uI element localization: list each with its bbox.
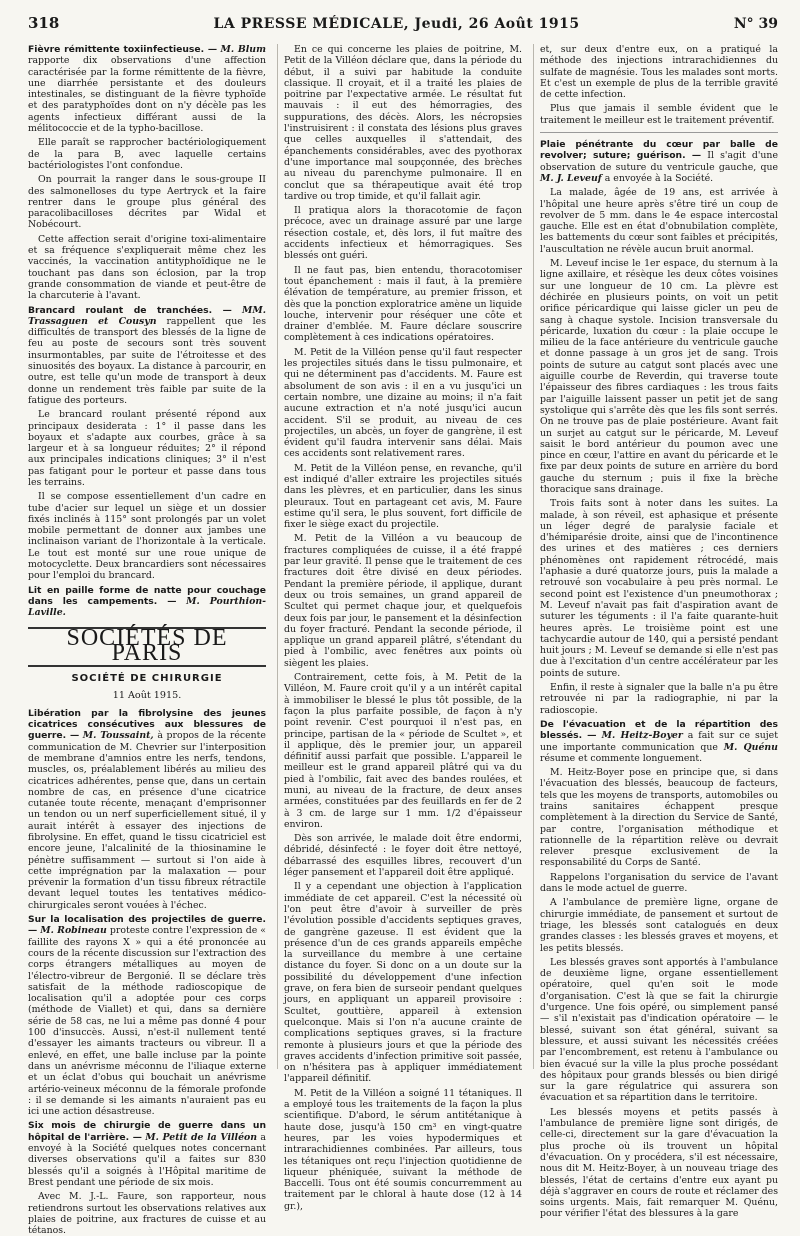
article-author: MM. Trassaguen et Cousyn (28, 304, 266, 327)
paragraph: Il s'agit d'une observation de suture du ventricule gauche, que (540, 150, 778, 173)
article-evacuation (540, 719, 778, 764)
article-author: M. Robineau (40, 925, 107, 937)
column-2 (277, 44, 522, 1212)
issue-number: N° 39 (733, 16, 778, 32)
paragraph: Il se compose essentiellement d'un cadre en tube d'acier sur lequel un siège et un dossier fixés inclinés à 115° sont prolongés par un volet mobile permettant de donner aux jambes une inclinaison variant de l'horizontale à la verticale. Le tout est monté sur une roue unique de motocyclette. Deux brancardiers sont nécessaires pour l'emploi du brancard. (28, 491, 266, 582)
paragraph: Cette affection serait d'origine toxi-alimentaire et sa fréquence s'expliquerait même chez les vaccinés, la vaccination antityphoïdique ne le touchant pas dans son éclosion, par la trop grande consommation de viande et peut-être de la charcuterie à l'avant. (28, 233, 266, 302)
paragraph: Il y a cependant une objection à l'application immédiate de cet appareil. C'est la nécessité où l'on peut être d'avoir à surveiller de près l'évolution possible d'accidents septiques graves, de gangrène gazeuse. Il est évident que la présence d'un de ces grands appareils empêche la surveillance du membre à une certaine distance du foyer. Si donc on a un doute sur la possibilité du développement d'une infection grave, on fera bien de surseoir pendant quelques jours, en appliquant un appareil provisoire : Scultet, gouttière, appareil à extension quelconque. Mais si l'on n'a aucune crainte de complications septiques graves, si la fracture remonte à plusieurs jours et que la période des graves accidents d'infection primitive soit passée, on n'hésitera pas à appliquer immédiatement l'appareil définitif. (284, 881, 522, 1085)
article-author: M. Blum (220, 44, 266, 55)
paragraph: A l'ambulance de première ligne, organe de chirurgie immédiate, de pansement et surtout de triage, les blessés sont catalogués en deux grandes classes : les blessés graves et moyens, et les petits blessés. (540, 897, 778, 954)
article-title: Brancard roulant de tranchées. — (28, 304, 232, 316)
paragraph: proteste contre l'expression de « faillite des rayons X » qui a été prononcée au cours de la récente discussion sur l'extraction des corps étrangers métalliques au moyen de l'électro-vibreur de Bergonié. Il se déclare très satisfait de la méthode radioscopique de localisation qu'il a adoptée pour ces corps (méthode de Viallet) et qui, dans sa dernière série de 58 cas, ne lui a même pas donné 4 pour 100 d'insuccès. Aussi, n'est-il nullement tenté d'essayer les aimants tracteurs ou vibreur. Il a enlevé, en effet, une balle incluse par la pointe dans un anévrisme méconnu de l'iliaque externe et un éclat d'obus qui bouchait un anévrisme artério-veineux méconnu de la fémorale profonde : il se demande si les aimants n'auraient pas eu ici une action désastreuse. (28, 925, 266, 1118)
paragraph: résume et commente longuement. (540, 752, 703, 764)
paragraph: M. Petit de la Villéon pense qu'il faut respecter les projectiles situés dans le tissu pulmonaire, et qui ne déterminent pas d'accidents. M. Faure est absolument de son avis : il en a vu jusqu'ici un certain nombre, une dizaine au moins; il n'a fait aucune extraction et n'a noté jusqu'ici aucun accident. S'il se produit, au niveau de ces projectiles, un abcès, un foyer de gangrène, il est évident qu'il faudra intervenir sans délai. Mais ces accidents sont relativement rares. (284, 346, 522, 460)
article-title: Sur la localisation des projectiles de guerre. — (28, 914, 266, 937)
masthead (214, 16, 580, 32)
paragraph: M. Petit de la Villéon a vu beaucoup de fractures compliquées de cuisse, il a été frappé par leur gravité. Il pense que le traitement de ces fractures doit être divisé en deux périodes. Pendant la première période, il applique, durant deux ou trois semaines, un grand appareil de Scultet qui permet chaque jour, et quelquefois deux fois par jour, le pansement et la désinfection du foyer fracturé. Pendant la seconde période, il applique un grand appareil plâtré, s'étendant du pied à l'ombilic, avec fenêtres aux points où siègent les plaies. (284, 533, 522, 669)
article-fievre (28, 44, 266, 134)
article-fibrolysine (28, 708, 266, 911)
article-author: — M. Heitz-Boyer (587, 730, 683, 742)
paragraph: M. Heitz-Boyer pose en principe que, si dans l'évacuation des blessés, beaucoup de facteurs, tels que les moyens de transports, automobiles ou trains sanitaires échappent presque complètement à la direction du Service de Santé, par contre, l'organisation méthodique et rationnelle de la répartition relève ou devrait relever presque exclusivement de la responsabilité du Corps de Santé. (540, 767, 778, 869)
paragraph: Elle paraît se rapprocher bactériologiquement de la para B, avec laquelle certains bactériologistes l'ont confondue. (28, 137, 266, 171)
paragraph: On pourrait la ranger dans le sous-groupe II des salmonelloses du type Aertryck et la faire rentrer dans le groupe plus général des paracolibacilloses décrites par Widal et Nobécourt. (28, 174, 266, 231)
article-author: M. Quénu (723, 741, 778, 753)
paragraph: La malade, âgée de 19 ans, est arrivée à l'hôpital une heure après s'être tiré un coup de revolver de 5 mm. dans le 4e espace intercostal gauche. Elle est en état d'obnubilation complète, les battements du cœur sont faibles et précipités, l'auscultation ne révèle aucun bruit anormal. (540, 187, 778, 255)
paragraph: Les blessés moyens et petits passés à l'ambulance de première ligne sont dirigés, de celle-ci, directement sur la gare d'évacuation la plus proche où ils trouvent un hôpital d'évacuation. On y procédera, s'il est nécessaire, nous dit M. Heitz-Boyer, à un nouveau triage des blessés, l'état de certains d'entre eux ayant pu déjà s'aggraver en cours de route et réclamer des soins urgents. Mais, fait remarquer M. Quénu, pour vérifier l'état des blessures à la gare (540, 1106, 778, 1220)
society-heading: SOCIÉTÉ DE CHIRURGIE (71, 673, 223, 685)
paragraph: rapporte dix observations d'une affection caractérisée par la forme rémittente de la fièvre, une diarrhée persistante et des douleurs intestinales, se distinguant de la fièvre typhoïde et des paratyphoïdes dont on n'y décèle pas les agents infectieux différant aussi de la mélitococcie et de la typho-bacillose. (28, 55, 266, 135)
paragraph: Contrairement, cette fois, à M. Petit de la Villéon, M. Faure croit qu'il y a un intérêt capital à immobiliser le blessé le plus tôt possible, de la façon la plus parfaite possible, de façon à n'y point revenir. C'est pourquoi il n'est pas, en principe, partisan de la « période de Scultet », et il applique, dès le premier jour, un appareil définitif aussi parfait que possible. L'appareil le meilleur est le grand appareil plâtré qui va du pied à l'ombilic, fait avec des bandes roulées, et muni, au niveau de la fracture, de deux anses armées, constituées par des feuillards en fer de 2 à 3 cm. de large sur 1 mm. 1/2 d'épaisseur environ. (284, 672, 522, 830)
text-columns (28, 44, 778, 1236)
article-author: M. Pourthion-Laville. (28, 595, 266, 619)
paragraph: a fait sur ce sujet une importante communication que (540, 730, 778, 753)
paragraph: En ce qui concerne les plaies de poitrine, M. Petit de la Villéon déclare que, dans la période du début, il a suivi par habitude la conduite classique. Il croyait, et il a traité les plaies de poitrine par l'expectative armée. Le résultat fut mauvais : il eut des hémorragies, des suppurations, des décès. Alors, les nécropsies l'instruisirent : il constata des lésions plus graves que celles auxquelles il s'attendait, des épanchements considérables, avec des pyothorax d'une importance mal soupçonnée, des brèches au niveau du parenchyme pulmonaire. Il en conclut que sa thérapeutique avait été trop tardive ou trop timide, et qu'il fallait agir. (284, 44, 522, 202)
column-1 (28, 44, 266, 1236)
article-title: Libération par la fibrolysine des jeunes cicatrices consécutives aux blessures de guerre. — (28, 707, 266, 742)
paragraph: a envoyée à la Société. (604, 172, 714, 184)
paragraph: Enfin, il reste à signaler que la balle n'a pu être retrouvée ni par la radiographie, ni par la radioscopie. (540, 682, 778, 716)
paragraph: M. Petit de la Villéon a soigné 11 tétaniques. Il a employé tous les traitements de la façon la plus scientifique. D'abord, le sérum antitétanique à haute dose, jusqu'à 150 cm³ en vingt-quatre heures, par les voies hypodermiques et intrarachidiennes combinées. Par ailleurs, tous les tétaniques ont reçu l'injection quotidienne de liqueur phéniquée, suivant la méthode de Baccelli. Tous ont été soumis concurremment au traitement par le chloral à haute dose (12 à 14 gr.), (284, 1087, 522, 1212)
article-six-mois (28, 1120, 266, 1188)
paragraph: Rappelons l'organisation du service de l'avant dans le mode actuel de guerre. (540, 871, 778, 895)
journal-name: LA PRESSE MÉDICALE, (213, 16, 410, 32)
article-plaie-coeur (540, 139, 778, 184)
paragraph: M. Leveuf incise le 1er espace, du sternum à la ligne axillaire, et résèque les deux côtes voisines sur une longueur de 10 cm. La plèvre est déchirée en plusieurs points, on voit un petit orifice péricardique qui laisse gicler un peu de sang à chaque systole. Incision transversale du péricarde, luxation du cœur : la plaie occupe le milieu de la face antérieure du ventricule gauche et donne passage à un gros jet de sang. Trois points de suture au catgut sont placés avec une aiguille courbe de Reverdin, qui traverse toute l'épaisseur des fibres cardiaques : les trous faits par l'aiguille laissent passer un petit jet de sang systolique qui s'arrête dès que les fils sont serrés. On ne trouve pas de plaie postérieure. Avant fait un surjet au catgut sur le péricarde, M. Leveuf saisit le bord antérieur du poumon avec une pince en cœur, l'attire en avant du péricarde et le fixe par deux points de suture en arrière du bord gauche du sternum ; puis il fixe la brèche thoracique sans drainage. (540, 258, 778, 495)
paragraph: Trois faits sont à noter dans les suites. La malade, à son réveil, est aphasique et présente un léger degré de paralysie faciale et d'hémiparésie droite, ainsi que de l'incontinence des urines et des matières ; ces derniers phénomènes ont rapidement rétrocédé, mais l'aphasie a duré quatorze jours, puis la malade a retrouvé son vocabulaire à peu près normal. Le second point est l'existence d'un pneumothorax ; M. Leveuf n'avait pas fait d'aspiration avant de suturer les téguments : il l'a faite quarante-huit heures après. Le troisième point est une tachycardie autour de 140, qui a persisté pendant huit jours ; M. Leveuf se demande si elle n'est pas due à l'excitation d'un centre accélérateur par les points de suture. (540, 498, 778, 679)
article-title: Six mois de chirurgie de guerre dans un hôpital de l'arrière. — (28, 1120, 266, 1143)
society-date: 11 Août 1915. (112, 690, 182, 702)
article-lit-paille (28, 585, 266, 619)
article-title: Lit en paille forme de natte pour couchage dans les campements. — (28, 584, 266, 607)
paragraph: Le brancard roulant présenté répond aux principaux desiderata : 1° il passe dans les boyaux et s'adapte aux courbes, grâce à sa largeur et à sa longueur réduites; 2° il répond aux principales indications cliniques; 3° il n'est pas fatigant pour le porteur et passe dans tous les terrains. (28, 409, 266, 488)
article-brancard (28, 305, 266, 407)
article-title: De l'évacuation et de la répartition des blessés. (540, 718, 778, 742)
paragraph: Il pratiqua alors la thoracotomie de façon précoce, avec un drainage assuré par une large résection costale, et, dès lors, il fut maître des accidents infectieux et hémorragiques. Ses blessés ont guéri. (284, 205, 522, 262)
article-title: Fièvre rémittente toxiinfectieuse. — (28, 44, 218, 55)
issue-date: Jeudi, 26 Août 1915 (414, 16, 580, 32)
article-author: M. Petit de la Villéon (145, 1131, 258, 1143)
running-header (28, 14, 778, 40)
section-banner (28, 624, 266, 668)
paragraph: Avec M. J.-L. Faure, son rapporteur, nous retiendrons surtout les observations relatives aux plaies de poitrine, aux fractures de cuisse et au tétanos. (28, 1191, 266, 1236)
column-3 (533, 44, 778, 1220)
article-author: M. Toussaint, (82, 730, 154, 742)
article-localisation (28, 914, 266, 1117)
divider (540, 132, 778, 133)
paragraph: et, sur deux d'entre eux, on a pratiqué la méthode des injections intrarachidiennes du sulfate de magnésie. Tous les malades sont morts. Et c'est un exemple de plus de la terrible gravité de cette infection. (540, 44, 778, 101)
paragraph: Dès son arrivée, le malade doit être endormi, débridé, désinfecté : le foyer doit être nettoyé, débarrassé des esquilles libres, recouvert d'un léger pansement et l'appareil doit être appliqué. (284, 833, 522, 879)
paragraph: M. Petit de la Villéon pense, en revanche, qu'il est indiqué d'aller extraire les projectiles situés dans les plèvres, et en particulier, dans les sinus pleuraux. Tout en partageant cet avis, M. Faure estime qu'il sera, le plus souvent, fort difficile de fixer le siège exact du projectile. (284, 462, 522, 531)
article-author: M. J. Leveuf (540, 172, 602, 184)
article-title: Plaie pénétrante du cœur par balle de revolver; suture; guérison. — (540, 139, 778, 162)
paragraph: à propos de la récente communication de M. Chevrier sur l'interposition de membrane d'amnios entre les nerfs, tendons, muscles, os, préalablement libérés au milieu des cicatrices adhérentes, pense que, dans un certain nombre de cas, en présence d'une cicatrice cutanée toute récente, menaçant d'emprisonner un tendon ou un nerf superficiellement situé, il y aurait intérêt à essayer des injections de fibrolysine. En effet, quand le tissu cicatriciel est encore jeune, l'alcalinité de la thiosinamine le pénètre suffisamment — surtout si l'on aide à cette imprégnation par la malaxation — pour prévenir la formation d'un tissu fibreux rétractile devant lequel toutes les tentatives médico-chirurgicales seront vouées à l'échec. (28, 730, 266, 911)
section-title: SOCIÉTÉS DE PARIS (66, 624, 228, 666)
paragraph: Les blessés graves sont apportés à l'ambulance de deuxième ligne, organe essentiellement opératoire, quel qu'en soit le mode d'organisation. C'est là que se fait la chirurgie d'urgence. Une fois opéré, ou simplement pansé — s'il n'existait pas d'indication opératoire — le blessé, suivant son état général, suivant sa blessure, et aussi suivant les nécessités créées par l'encombrement, est retenu à l'ambulance ou bien évacué sur la ville la plus proche possédant des hôpitaux pour grands blessés ou bien dirigé sur la gare régulatrice qui assurera son évacuation et sa répartition dans le territoire. (540, 956, 778, 1104)
paragraph: a envoyé à la Société quelques notes concernant diverses observations qu'il a faites sur 830 blessés qu'il a soignés à l'Hôpital maritime de Brest pendant une période de six mois. (28, 1131, 266, 1188)
paragraph: rappellent que les difficultés de transport des blessés de la ligne de feu au poste de secours sont très souvent insurmontables, par suite de l'étroitesse et des sinuosités des boyaux. La distance à parcourir, en outre, est telle qu'un mode de transport à deux donne un rendement très faible par suite de la fatigue des porteurs. (28, 315, 266, 406)
paragraph: Il ne faut pas, bien entendu, thoracotomiser tout épanchement : mais il faut, à la première élévation de température, au premier frisson, et dès que la ponction exploratrice amène un liquide louche, intervenir pour réséquer une côte et drainer d'emblée. M. Faure déclare souscrire complètement à ces indications opératoires. (284, 264, 522, 344)
paragraph: Plus que jamais il semble évident que le traitement le meilleur est le traitement préventif. (540, 103, 778, 126)
page-number: 318 (28, 14, 60, 32)
